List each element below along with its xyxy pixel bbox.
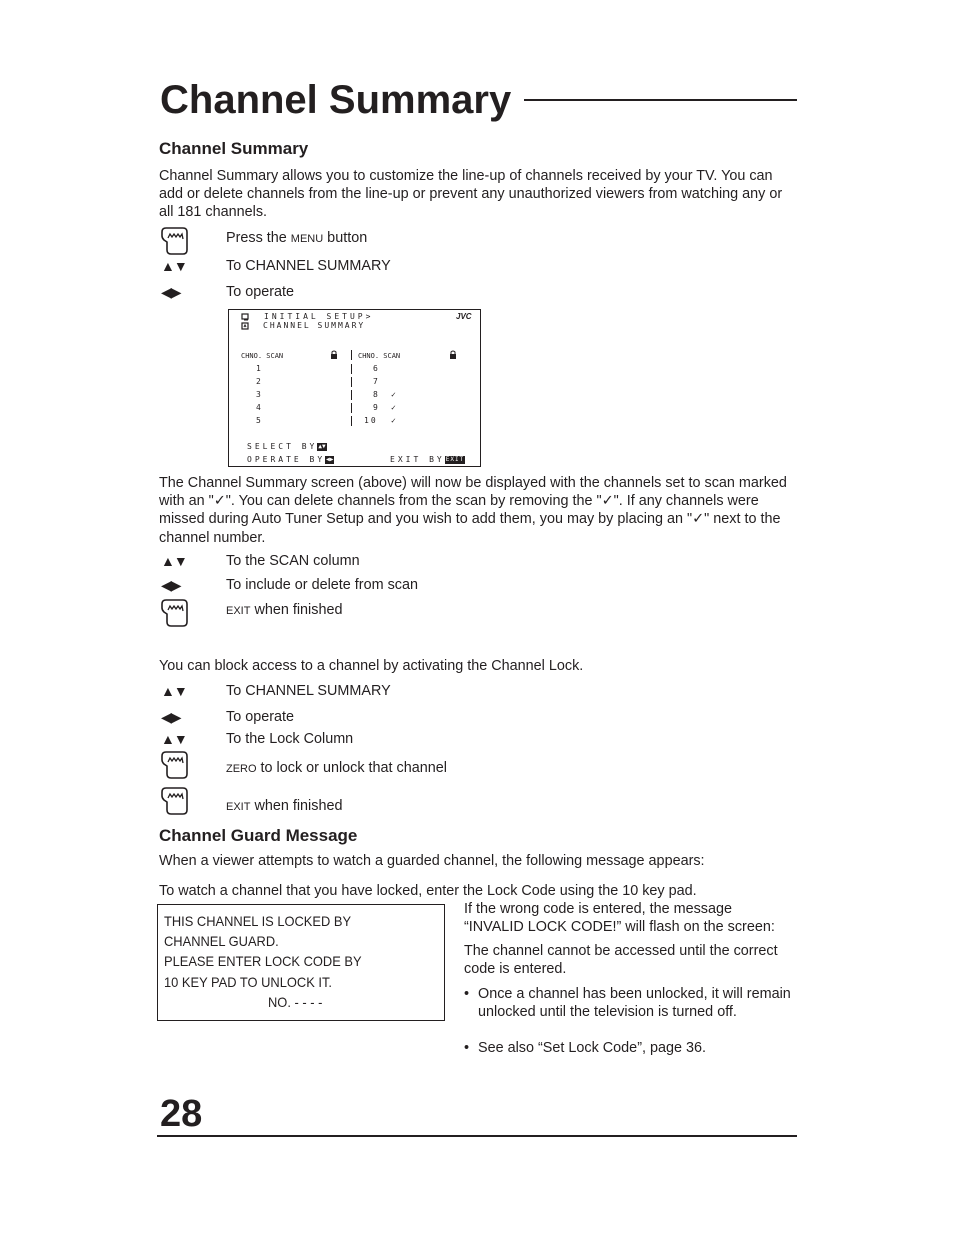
column-divider (351, 364, 352, 374)
bullet-text: Once a channel has been unlocked, it will remain unlocked until the television is turned off. (478, 986, 791, 1020)
left-right-arrows-icon: ◀▶ (161, 284, 181, 300)
check-mark-icon: ✓ (391, 416, 396, 425)
guard-message-line: CHANNEL GUARD. (164, 933, 279, 949)
step-text: ZERO to lock or unlock that channel (226, 760, 447, 776)
up-down-arrows-icon: ▲▼ (161, 683, 187, 699)
check-mark-icon: ✓ (391, 390, 396, 399)
remote-hand-icon (159, 750, 189, 780)
tv-channel-row: 10 (364, 416, 378, 425)
step-text: Press the MENU button (226, 230, 368, 246)
step-text: To the SCAN column (226, 553, 360, 569)
check-mark-icon: ✓ (391, 403, 396, 412)
step-text: To operate (226, 284, 295, 300)
column-divider (351, 416, 352, 426)
up-down-arrows-icon: ▲▼ (161, 731, 187, 747)
wrong-code-note: If the wrong code is entered, the message “INVALID LOCK CODE!” will flash on the screen: (464, 901, 775, 935)
tv-channel-row: 7 (373, 377, 378, 386)
jvc-logo: JVC (456, 312, 472, 321)
tv-channel-row: 5 (256, 416, 261, 425)
tv-operate-hint: OPERATE BY◀▶ (247, 455, 334, 464)
scan-paragraph: The Channel Summary screen (above) will now be displayed with the channels set to scan marked with an "✓". You can delete channels from the scan by removing the "✓". If any channels were missed during Auto Tuner Setup and you wish to add them, you may by placing an "✓" next to the channel number. (159, 475, 787, 546)
bullet-icon: • (464, 986, 470, 1002)
up-down-arrows-icon: ▲▼ (161, 258, 187, 274)
up-down-arrows-icon: ▲▼ (161, 553, 187, 569)
remote-hand-icon (159, 598, 189, 628)
bullet-item (464, 985, 794, 1041)
section-heading-channel-summary: Channel Summary (159, 139, 309, 158)
bullet-text: See also “Set Lock Code”, page 36. (478, 1040, 706, 1056)
step-text: EXIT when finished (226, 798, 343, 814)
tv-channel-row: 9 (373, 403, 378, 412)
tv-menu-line2: CHANNEL SUMMARY (263, 321, 366, 330)
step-text: To CHANNEL SUMMARY (226, 683, 391, 699)
setup-icon (240, 313, 252, 331)
left-right-arrows-icon: ◀▶ (161, 577, 181, 593)
bullet-item (464, 1039, 794, 1057)
bullet-icon: • (464, 1040, 470, 1056)
step-text: EXIT when finished (226, 602, 343, 618)
left-right-key-icon: ◀▶ (326, 455, 334, 463)
tv-channel-row: 3 (256, 390, 261, 399)
lock-icon (449, 350, 457, 359)
tv-exit-hint: EXIT BYEXIT (390, 455, 465, 464)
column-divider (351, 350, 352, 360)
lock-icon (330, 350, 338, 359)
tv-screen-channel-summary (228, 309, 481, 467)
column-divider (351, 377, 352, 387)
guard-message-line: THIS CHANNEL IS LOCKED BY (164, 913, 352, 929)
tv-channel-row: 2 (256, 377, 261, 386)
exit-key-icon: EXIT (445, 455, 465, 463)
guard-message-line: PLEASE ENTER LOCK CODE BY (164, 953, 362, 969)
step-text: To CHANNEL SUMMARY (226, 258, 391, 274)
lock-paragraph: You can block access to a channel by activating the Channel Lock. (159, 658, 584, 674)
footer-rule (157, 1135, 797, 1137)
step-text: To operate (226, 709, 295, 725)
column-divider (351, 403, 352, 413)
step-text: To the Lock Column (226, 731, 354, 747)
access-note: The channel cannot be accessed until the correct code is entered. (464, 943, 778, 977)
left-right-arrows-icon: ◀▶ (161, 709, 181, 725)
column-divider (351, 390, 352, 400)
guard-message-line: NO. - - - - (268, 994, 323, 1010)
section-heading-guard-message: Channel Guard Message (159, 826, 358, 845)
col-header-left: CHNO. SCAN (241, 352, 284, 360)
tv-channel-row: 4 (256, 403, 261, 412)
guard-intro: When a viewer attempts to watch a guarded channel, the following message appears: (159, 853, 705, 869)
tv-channel-row: 1 (256, 364, 261, 373)
intro-paragraph: Channel Summary allows you to customize the line-up of channels received by your TV. You can add or delete channels from the line-up or prevent any unauthorized viewers from watching any or all 181 channels. (159, 168, 783, 221)
title-rule (524, 99, 797, 101)
remote-hand-icon (159, 226, 189, 256)
page-number: 28 (160, 1093, 203, 1135)
remote-hand-icon (159, 786, 189, 816)
tv-channel-row: 8 (373, 390, 378, 399)
guard-instructions: To watch a channel that you have locked, enter the Lock Code using the 10 key pad. (159, 883, 697, 899)
tv-select-hint: SELECT BY▲▼ (247, 442, 326, 451)
tv-channel-row: 6 (373, 364, 378, 373)
page-title: Channel Summary (160, 78, 512, 122)
up-down-key-icon: ▲▼ (318, 442, 326, 450)
guard-message-box (157, 904, 445, 1021)
tv-menu-line1: INITIAL SETUP> (264, 312, 374, 321)
step-text: To include or delete from scan (226, 577, 418, 593)
guard-message-line: 10 KEY PAD TO UNLOCK IT. (164, 974, 332, 990)
col-header-right: CHNO. SCAN (358, 352, 401, 360)
